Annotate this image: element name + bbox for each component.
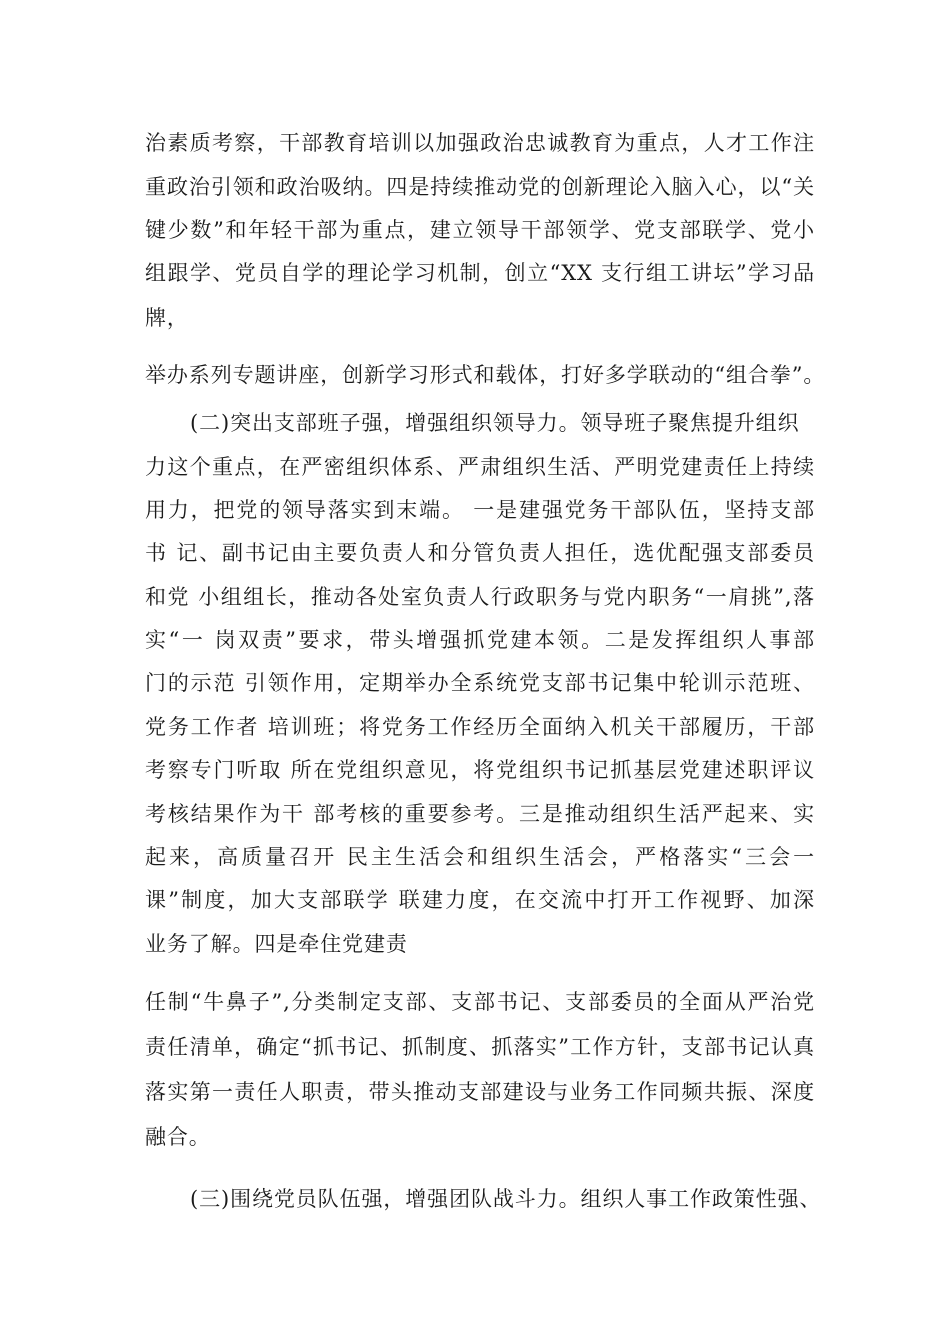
text-line: 力这个重点，在严密组织体系、严肃组织生活、严明党建责任上持续 (145, 455, 815, 479)
text-line: 键少数”和年轻干部为重点，建立领导干部领学、党支部联学、党小 (145, 218, 815, 242)
text-line: 考核结果作为干 部考核的重要参考。三是推动组织生活严起来、实 (145, 802, 815, 826)
text-line: 门的示范 引领作用，定期举办全系统党支部书记集中轮训示范班、 (145, 671, 815, 695)
text-line: 治素质考察，干部教育培训以加强政治忠诚教育为重点，人才工作注 (145, 131, 815, 155)
text-line: 和党 小组组长，推动各处室负责人行政职务与党内职务“一肩挑”,落 (145, 585, 815, 609)
text-line: 牌， (145, 306, 189, 330)
paragraph-heading-line: (三)围绕党员队伍强，增强团队战斗力。组织人事工作政策性强、 (190, 1187, 822, 1211)
text-line: 书 记、副书记由主要负责人和分管负责人担任，选优配强支部委员 (145, 541, 815, 565)
text-line: 业务了解。四是牵住党建责 (145, 932, 408, 956)
text-line: 用力，把党的领导落实到末端。 一是建强党务干部队伍，坚持支部 (145, 498, 815, 522)
text-line: 任制“牛鼻子”,分类制定支部、支部书记、支部委员的全面从严治党 (145, 990, 815, 1014)
text-line: 考察专门听取 所在党组织意见，将党组织书记抓基层党建述职评议 (145, 758, 815, 782)
paragraph-heading-line: (二)突出支部班子强，增强组织领导力。领导班子聚焦提升组织 (190, 411, 800, 435)
text-line: 实“一 岗双责”要求，带头增强抓党建本领。二是发挥组织人事部 (145, 628, 815, 652)
text-line: 党务工作者 培训班；将党务工作经历全面纳入机关干部履历，干部 (145, 715, 815, 739)
text-line: 融合。 (145, 1125, 211, 1149)
text-line: 课”制度，加大支部联学 联建力度，在交流中打开工作视野、加深 (145, 888, 815, 912)
text-line: 责任清单，确定“抓书记、抓制度、抓落实”工作方针，支部书记认真 (145, 1035, 815, 1059)
text-line: 落实第一责任人职责，带头推动支部建设与业务工作同频共振、深度 (145, 1080, 815, 1104)
text-line: 举办系列专题讲座，创新学习形式和载体，打好多学联动的“组合拳”。 (145, 363, 826, 387)
text-line: 重政治引领和政治吸纳。四是持续推动党的创新理论入脑入心，以“关 (145, 175, 815, 199)
text-line: 起来，高质量召开 民主生活会和组织生活会，严格落实“三会一 (145, 845, 815, 869)
text-line: 组跟学、党员自学的理论学习机制，创立“XX 支行组工讲坛”学习品 (145, 261, 815, 285)
